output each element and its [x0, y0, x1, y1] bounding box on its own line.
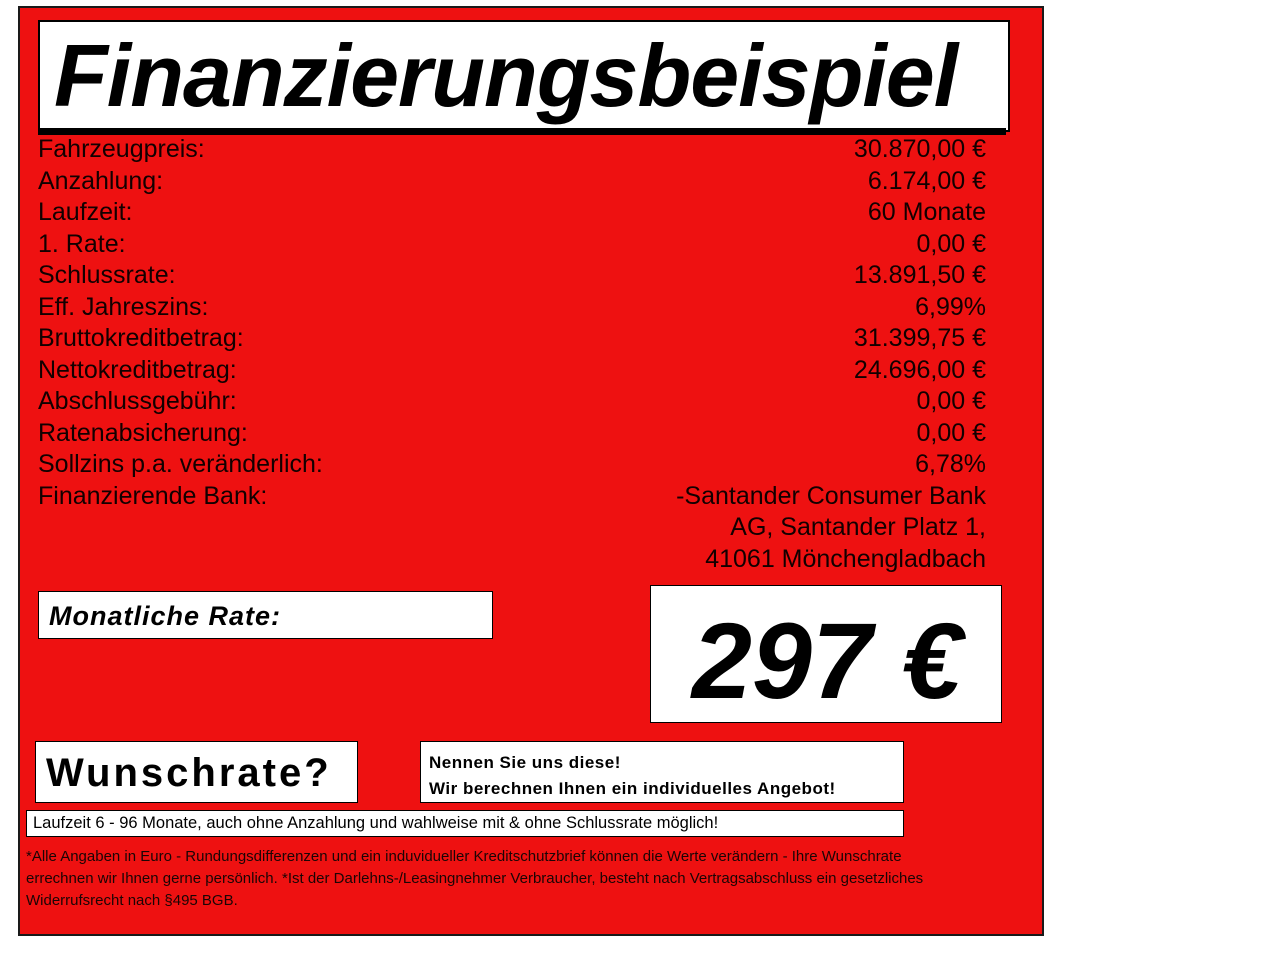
- wunschrate-box: [35, 741, 358, 803]
- table-row-bank: [38, 481, 986, 573]
- monthly-rate-label-box: [38, 591, 493, 639]
- table-row: [38, 292, 986, 324]
- row-label: Eff. Jahreszins:: [38, 292, 209, 321]
- page-title: Finanzierungsbeispiel: [54, 26, 958, 125]
- row-value: 6,78%: [915, 450, 986, 478]
- row-value: 30.870,00 €: [853, 135, 986, 163]
- table-row: [38, 355, 986, 387]
- monthly-rate-value: 297 €: [691, 600, 963, 721]
- call-to-action-box: [420, 741, 904, 803]
- bank-address-line-2: AG, Santander Platz 1,: [730, 513, 986, 541]
- table-row: [38, 449, 986, 481]
- table-row: [38, 166, 986, 198]
- row-value: 0,00 €: [916, 418, 986, 447]
- row-label: 1. Rate:: [38, 229, 126, 258]
- wunschrate-label: Wunschrate?: [46, 751, 332, 795]
- row-value: 13.891,50 €: [853, 261, 986, 289]
- row-label: Fahrzeugpreis:: [38, 135, 205, 163]
- table-row: [38, 229, 986, 261]
- row-label: Sollzins p.a. veränderlich:: [38, 450, 323, 478]
- cta-line-1: Nennen Sie uns diese!: [429, 753, 621, 772]
- monthly-rate-label: Monatliche Rate:: [49, 601, 282, 631]
- row-label: Abschlussgebühr:: [38, 387, 237, 415]
- row-value: 0,00 €: [916, 229, 986, 258]
- bank-address-line-3: 41061 Mönchengladbach: [705, 544, 986, 573]
- monthly-rate-value-box: [650, 585, 1002, 723]
- row-value: 24.696,00 €: [853, 355, 986, 384]
- row-value: 6,99%: [915, 292, 986, 321]
- table-row: [38, 323, 986, 355]
- laufzeit-note-box: [26, 810, 904, 837]
- row-value: 31.399,75 €: [853, 324, 986, 352]
- row-label: Bruttokreditbetrag:: [38, 324, 244, 352]
- row-value: 60 Monate: [867, 198, 986, 226]
- row-label: Laufzeit:: [38, 198, 133, 226]
- table-row: [38, 260, 986, 292]
- laufzeit-note: Laufzeit 6 - 96 Monate, auch ohne Anzahlung und wahlweise mit & ohne Schlussrate möglich!: [33, 814, 719, 832]
- row-label: Ratenabsicherung:: [38, 418, 248, 447]
- row-label: Nettokreditbetrag:: [38, 355, 237, 384]
- cta-line-2: Wir berechnen Ihnen ein individuelles Angebot!: [429, 779, 836, 798]
- table-row: [38, 418, 986, 450]
- row-label: Anzahlung:: [38, 166, 164, 195]
- table-row: [38, 386, 986, 418]
- bank-address-line-1: -Santander Consumer Bank: [676, 481, 986, 510]
- table-row: [38, 134, 986, 166]
- financing-data-table: [38, 134, 986, 573]
- bank-address: [366, 481, 986, 576]
- financing-example-poster: [18, 6, 1044, 936]
- table-row: [38, 197, 986, 229]
- footnote: *Alle Angaben in Euro - Rundungsdifferenzen und ein induvidueller Kreditschutzbrief können die Werte verändern - Ihre Wunschrate errechnen wir Ihnen gerne persönlich. *Ist der Darlehns-/Leasingnehmer Verbraucher, besteht nach Vertragsabschluss ein gesetzliches Widerrufsrecht nach §495 BGB.: [26, 848, 924, 909]
- row-value: 0,00 €: [916, 387, 986, 415]
- title-box: [38, 20, 1010, 132]
- row-value: 6.174,00 €: [867, 166, 986, 195]
- row-label: Schlussrate:: [38, 261, 176, 289]
- row-label: Finanzierende Bank:: [38, 481, 268, 510]
